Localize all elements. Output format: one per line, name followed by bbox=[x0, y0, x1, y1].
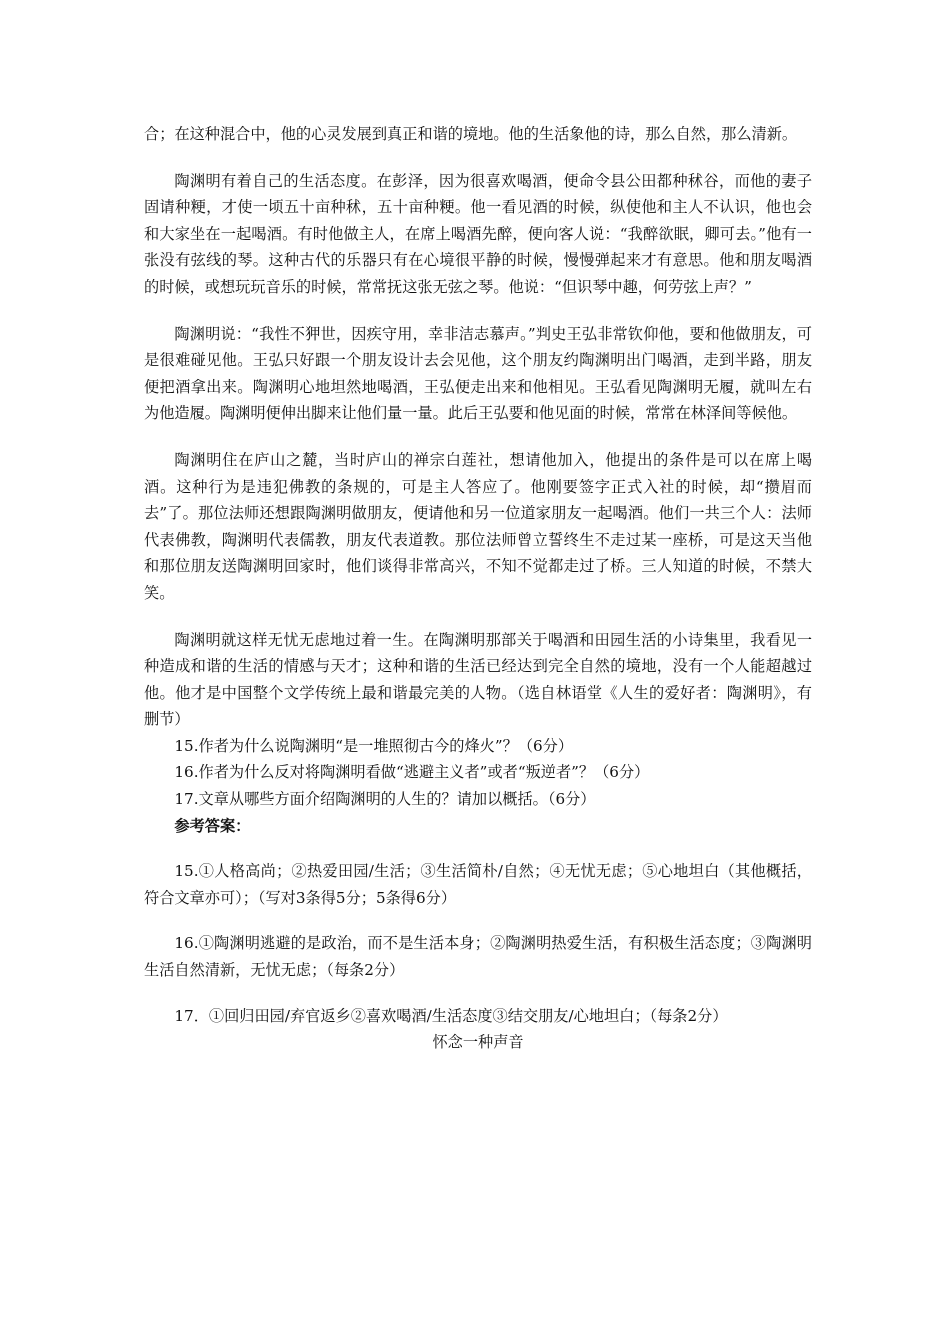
paragraph-wang-hong: 陶渊明说：“我性不狎世，因疾守用，幸非洁志慕声。”判史王弘非常钦仰他，要和他做朋友，可是很难碰见他。王弘只好跟一个朋友设计去会见他，这个朋友约陶渊明出门喝酒，走到半路，朋友便把酒拿出来。陶渊明心地坦然地喝酒，王弘便走出来和他相见。王弘看见陶渊明无履，就叫左右为他造履。陶渊明便伸出脚来让他们量一量。此后王弘要和他见面的时候，常常在林泽间等候他。 bbox=[144, 324, 812, 423]
question-15: 15.作者为什么说陶渊明“是一堆照彻古今的烽火”？（6分） bbox=[174, 736, 574, 755]
document-body bbox=[144, 121, 812, 1056]
next-article-title: 怀念一种声音 bbox=[432, 1033, 524, 1052]
paragraph-life-attitude: 陶渊明有着自己的生活态度。在彭泽，因为很喜欢喝酒，便命令县公田都种秫谷，而他的妻子固请种粳，才使一顷五十亩种秫，五十亩种粳。他一看见酒的时候，纵使他和主人不认识，他也会和大家坐在一起喝酒。有时他做主人，在席上喝酒先醉，便向客人说：“我醉欲眠，卿可去。”他有一张没有弦线的琴。这种古代的乐器只有在心境很平静的时候，慢慢弹起来才有意思。他和朋友喝酒的时候，或想玩玩音乐的时候，常常抚这张无弦之琴。他说：“但识琴中趣，何劳弦上声？” bbox=[144, 171, 812, 296]
paragraph-lushan: 陶渊明住在庐山之麓，当时庐山的禅宗白莲社，想请他加入，他提出的条件是可以在席上喝酒。这种行为是违犯佛教的条规的，可是主人答应了。他刚要签字正式入社的时候，却“攒眉而去”了。那位法师还想跟陶渊明做朋友，便请他和另一位道家朋友一起喝酒。他们一共三个人：法师代表佛教，陶渊明代表儒教，朋友代表道教。那位法师曾立誓终生不走过某一座桥，可是这天当他和那位朋友送陶渊明回家时，他们谈得非常高兴，不知不觉都走过了桥。三人知道的时候，不禁大笑。 bbox=[144, 450, 812, 602]
question-17: 17.文章从哪些方面介绍陶渊明的人生的？请加以概括。（6分） bbox=[174, 790, 596, 809]
question-16: 16.作者为什么反对将陶渊明看做“逃避主义者”或者“叛逆者”？（6分） bbox=[174, 763, 650, 782]
answer-15: 15.①人格高尚；②热爱田园/生活；③生活简朴/自然；④无忧无虑；⑤心地坦白（其他概括，符合文章亦可）；（写对3条得5分；5条得6分） bbox=[144, 862, 812, 907]
paragraph-conclusion: 陶渊明就这样无忧无虑地过着一生。在陶渊明那部关于喝酒和田园生活的小诗集里，我看见一种造成和谐的生活的情感与天才；这种和谐的生活已经达到完全自然的境地，没有一个人能超越过他。他才是中国整个文学传统上最和谐最完美的人物。（选自林语堂《人生的爱好者：陶渊明》，有删节） bbox=[144, 630, 812, 729]
answers-heading: 参考答案： bbox=[174, 816, 251, 835]
answer-16: 16.①陶渊明逃避的是政治，而不是生活本身；②陶渊明热爱生活，有积极生活态度；③陶渊明生活自然清新，无忧无虑；（每条2分） bbox=[144, 934, 812, 980]
answer-17: 17．①回归田园/弃官返乡②喜欢喝酒/生活态度③结交朋友/心地坦白；（每条2分） bbox=[174, 1006, 728, 1025]
paragraph-continued: 合；在这种混合中，他的心灵发展到真正和谐的境地。他的生活象他的诗，那么自然，那么清新。 bbox=[144, 125, 798, 143]
